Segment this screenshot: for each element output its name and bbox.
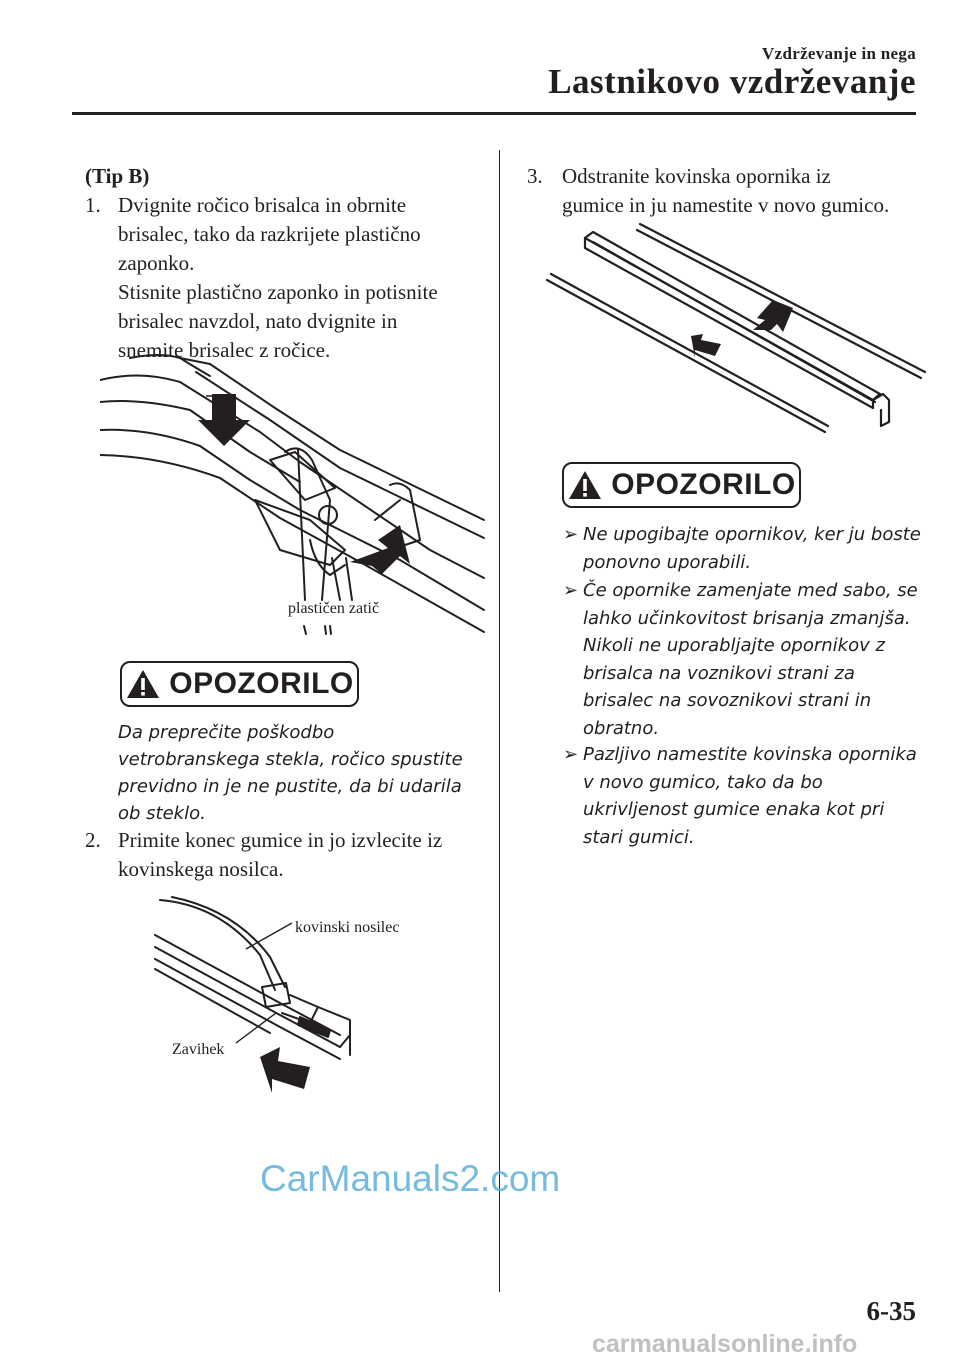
step1-line: snemite brisalec z ročice. xyxy=(118,338,331,362)
type-label: (Tip B) xyxy=(85,164,150,188)
fig2-label-metal-holder: kovinski nosilec xyxy=(295,919,400,936)
bullet-line: brisalca na voznikovi strani za xyxy=(583,662,855,684)
bullet-line: Pazljivo namestite kovinska opornika xyxy=(583,744,917,765)
warning-banner-2 xyxy=(562,462,801,508)
step1-line: Dvignite ročico brisalca in obrnite xyxy=(118,193,407,217)
bullet-line: ponovno uporabili. xyxy=(583,551,752,573)
step1-line: Stisnite plastično zaponko in potisnite xyxy=(118,280,438,304)
bullet-line: ukrivljenost gumice enaka kot pri xyxy=(583,799,885,820)
bullet-arrow-icon: ➢ xyxy=(563,744,579,765)
bullet-line: Nikoli ne uporabljajte opornikov z xyxy=(583,635,885,656)
watermark-carmanuals2: CarManuals2.com xyxy=(260,1158,561,1199)
page-number: 6-35 xyxy=(866,1296,916,1326)
section-subtitle: Vzdrževanje in nega xyxy=(762,44,916,63)
bullet-line: stari gumici. xyxy=(583,826,695,848)
column-divider xyxy=(499,150,500,1292)
warning1-line: ob steklo. xyxy=(118,803,206,824)
page-title: Lastnikovo vzdrževanje xyxy=(548,62,916,101)
warning-label: OPOZORILO xyxy=(169,667,354,700)
bullet-item xyxy=(563,577,918,742)
bullet-arrow-icon: ➢ xyxy=(563,524,579,545)
step1-line: brisalec navzdol, nato dvignite in xyxy=(118,309,398,333)
step2-line: kovinskega nosilca. xyxy=(118,857,284,881)
warning-triangle-icon xyxy=(567,469,603,501)
fig2-label-tab: Zavihek xyxy=(172,1041,225,1058)
warning-triangle-icon xyxy=(125,668,161,700)
step1-line: brisalec, tako da razkrijete plastično xyxy=(118,222,421,246)
step1-line: zaponko. xyxy=(118,251,195,275)
warning-banner xyxy=(120,661,359,707)
header-rule xyxy=(72,112,916,115)
supports-illustration xyxy=(545,222,930,444)
step3-line: Odstranite kovinska opornika iz xyxy=(562,164,831,188)
bullet-line: lahko učinkovitost brisanja zmanjša. xyxy=(583,607,911,629)
bullet-line: obratno. xyxy=(583,717,660,739)
bullet-item xyxy=(563,521,921,576)
bullet-line: brisalec na sovoznikovi strani in xyxy=(583,690,872,711)
step3-number: 3. xyxy=(527,164,543,188)
warning1-line: previdno in je ne pustite, da bi udarila xyxy=(118,776,462,797)
warning-label-2: OPOZORILO xyxy=(611,468,796,501)
step3-line: gumice in ju namestite v novo gumico. xyxy=(562,193,890,217)
bullet-line: Ne upogibajte opornikov, ker ju boste xyxy=(583,524,921,545)
bullet-arrow-icon: ➢ xyxy=(563,580,579,601)
bullet-line: Če opornike zamenjate med sabo, se xyxy=(583,580,918,601)
fig1-label-plastic-pin: plastičen zatič xyxy=(288,600,380,617)
warning1-line: vetrobranskega stekla, ročico spustite xyxy=(118,749,463,770)
step2-number: 2. xyxy=(85,828,101,852)
bullet-item xyxy=(563,741,917,851)
warning1-line: Da preprečite poškodbo xyxy=(118,722,335,743)
bullet-line: v novo gumico, tako da bo xyxy=(583,771,823,793)
step1-number: 1. xyxy=(85,193,101,217)
step2-line: Primite konec gumice in jo izvlecite iz xyxy=(118,828,443,852)
watermark-carmanualsonline: carmanualsonline.info xyxy=(592,1330,858,1358)
